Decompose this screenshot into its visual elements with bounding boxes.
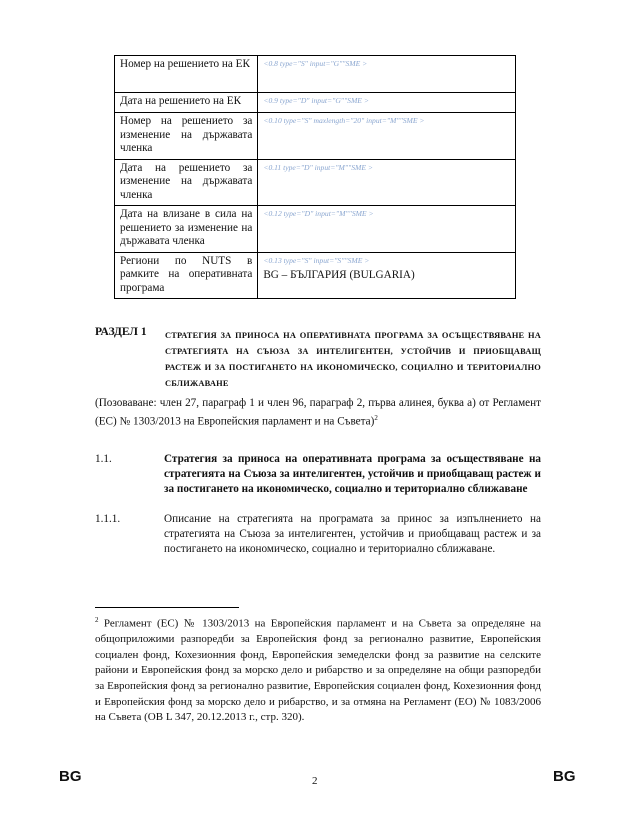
row-value-cell (258, 93, 516, 113)
row-label: Дата на влизане в сила на решението за изменение на държавата членка (115, 206, 258, 253)
subsection-title: Стратегия за приноса на оперативната програма за осъществяване на стратегията на Съюза за интелигентен, устойчив и приобщаващ растеж и за постигането на икономическо, социално и териториално сближаване (164, 453, 541, 495)
field-code: <0.11 type="D" input="M""SME > (263, 162, 374, 172)
nuts-region-value: BG – БЪЛГАРИЯ (BULGARIA) (263, 268, 415, 281)
row-value-cell (258, 159, 516, 206)
row-label: Дата на решението на ЕК (115, 93, 258, 113)
field-code: <0.9 type="D" input="G""SME > (263, 96, 369, 105)
table-row (115, 113, 516, 160)
field-code: <0.13 type="S" input="S""SME > (263, 255, 370, 265)
row-value-cell (258, 206, 516, 253)
table-row (115, 56, 516, 93)
language-code-right: BG (553, 768, 576, 785)
field-code: <0.10 type="S" maxlength="20" input="M""SME > (263, 116, 425, 125)
table-row (115, 252, 516, 299)
table-row (115, 93, 516, 113)
language-code-left: BG (59, 768, 82, 785)
row-label: Номер на решението за изменение на държавата членка (115, 113, 258, 160)
footnote-separator (95, 607, 239, 608)
row-label: Региони по NUTS в рамките на оперативната програма (115, 252, 258, 299)
footnote-mark: 2 (95, 616, 99, 624)
row-value-cell (258, 56, 516, 93)
footnote-reference-mark: 2 (374, 414, 378, 422)
subsection-description: Описание на стратегията на програмата за принос за изпълнението на стратегията на Съюза за интелигентен, устойчив и приобщаващ растеж и за постигането на икономическо, социално и териториално сближаване. (164, 513, 541, 555)
table-row (115, 159, 516, 206)
section-number: РАЗДЕЛ 1 (95, 326, 147, 338)
row-value-cell (258, 113, 516, 160)
decision-metadata-table (114, 55, 516, 299)
row-value-cell (258, 252, 516, 299)
row-label: Дата на решението за изменение на държавата членка (115, 159, 258, 206)
table-row (115, 206, 516, 253)
page-number: 2 (312, 775, 318, 787)
row-label: Номер на решението на ЕК (115, 56, 258, 93)
subsection-number: 1.1.1. (95, 513, 121, 525)
subsection-number: 1.1. (95, 453, 112, 465)
field-code: <0.12 type="D" input="M""SME > (263, 209, 374, 218)
legal-reference (95, 396, 541, 430)
field-code: <0.8 type="S" input="G""SME > (263, 59, 368, 68)
reference-text: (Позоваване: член 27, параграф 1 и член 96, параграф 2, първа алинея, буква а) от Регламент (ЕС) № 1303/2013 на Европейския парламент и на Съвета) (95, 397, 541, 428)
section-title: СТРАТЕГИЯ ЗА ПРИНОСА НА ОПЕРАТИВНАТА ПРОГРАМА ЗА ОСЪЩЕСТВЯВАНЕ НА СТРАТЕГИЯТА НА СЪЮЗА ЗА ИНТЕЛИГЕНТЕН, УСТОЙЧИВ И ПРИОБЩАВАЩ РАСТЕЖ И ЗА ПОСТИГАНЕТО НА ИКОНОМИЧЕСКО, СОЦИАЛНО И ТЕРИТОРИАЛНО СБЛИЖАВАНЕ (165, 331, 541, 388)
footnote (95, 613, 541, 726)
footnote-text: Регламент (ЕС) № 1303/2013 на Европейския парламент и на Съвета за определяне на общоприложими разпоредби за Европейския фонд за регионално развитие, Европейския социален фонд, Кохезионния фонд, Европейския земеделски фонд за развитие на селските райони и Европейския фонд за морско дело и рибарство и за определяне на общи разпоредби за Европейския фонд за регионално развитие, Европейския социален фонд, Кохезионния фонд и Европейския фонд за морско дело и рибарство, и за отмяна на Регламент (ЕО) № 1083/2006 на Съвета (ОВ L 347, 20.12.2013 г., стр. 320). (95, 617, 541, 724)
